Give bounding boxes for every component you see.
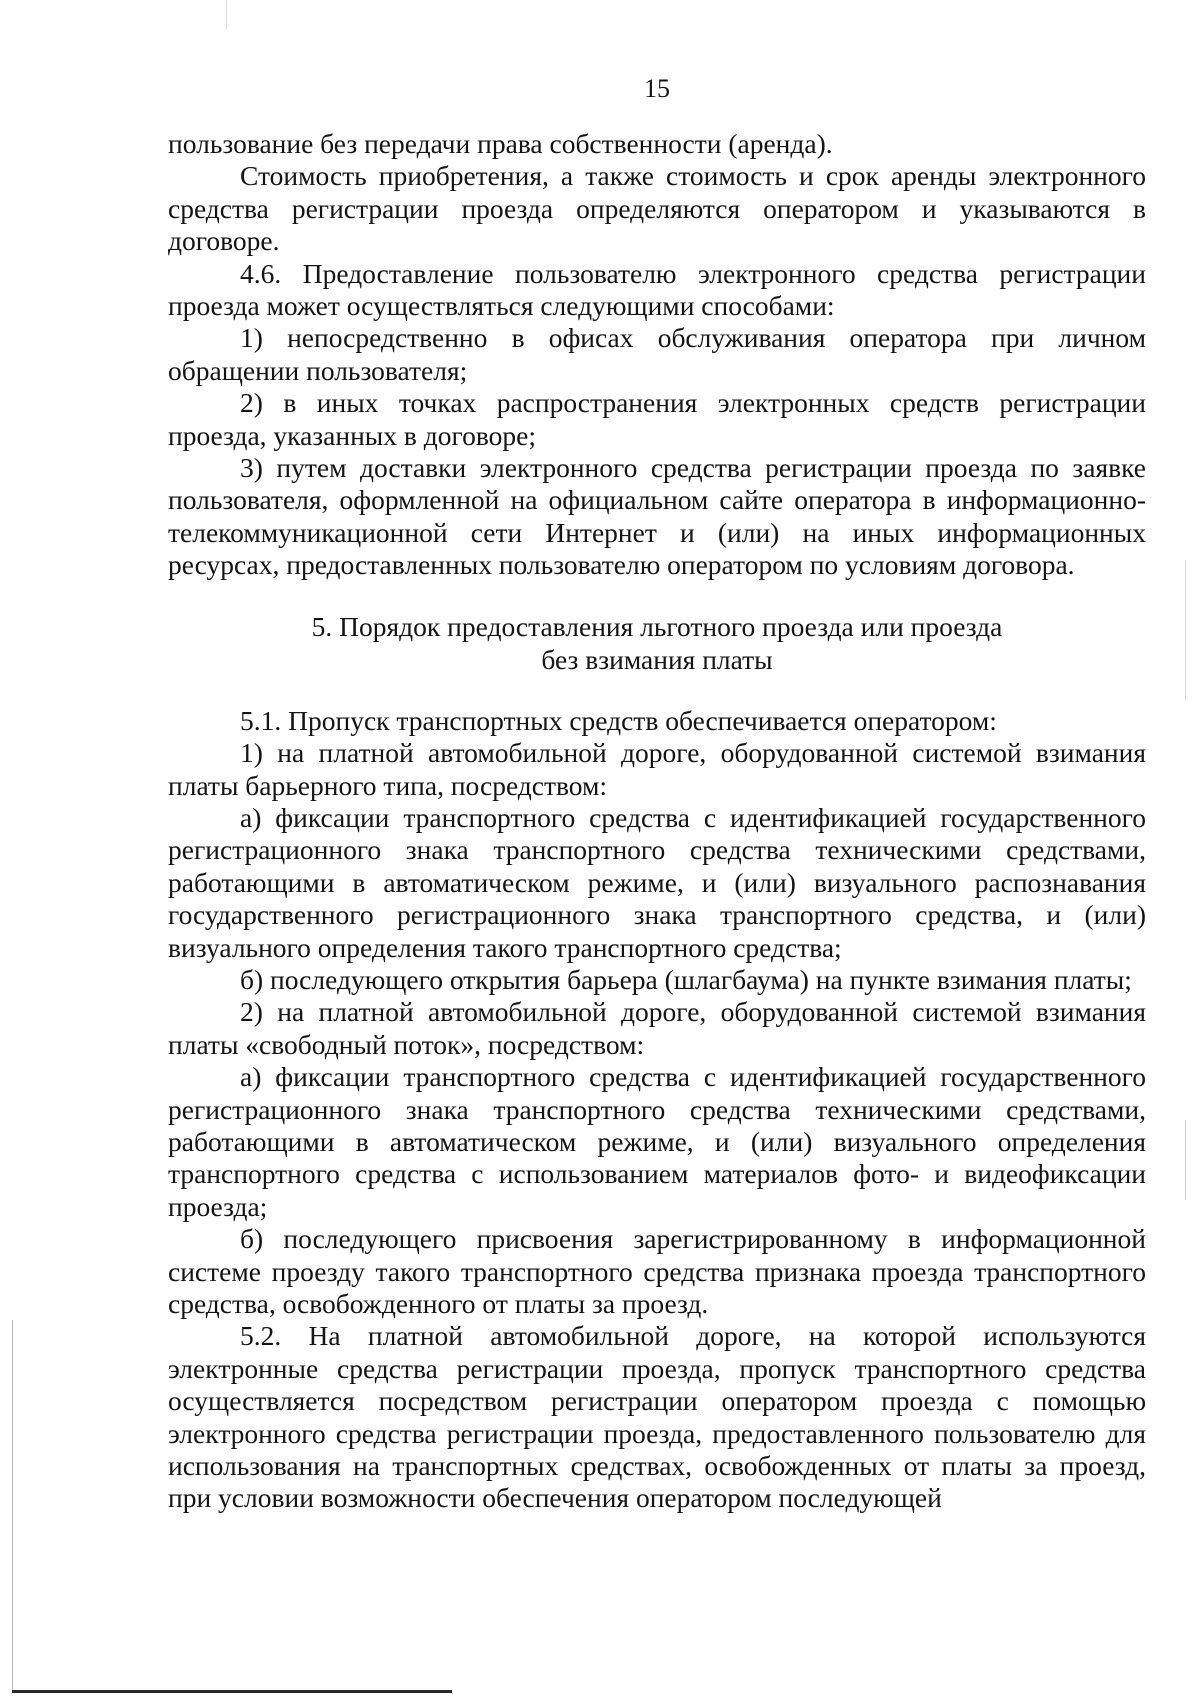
paragraph: 5.2. На платной автомобильной дороге, на которой используются электронные средства регистрации проезда, пропуск транспортного средства осуществляется посредством регистрации оператором проезда с помощью электронного средства регистрации проезда, предоставленного пользователю для использования на транспортных средствах, освобожденных от платы за проезд, при условии возможности обеспечения оператором последующей (168, 1320, 1146, 1514)
paragraph: 2) в иных точках распространения электронных средств регистрации проезда, указанных в договоре; (168, 387, 1146, 451)
section-heading-line-1: 5. Порядок предоставления льготного проезда или проезда (311, 610, 1003, 642)
scan-edge-right (1185, 560, 1186, 700)
section-heading (168, 610, 1146, 676)
document-body (168, 128, 1146, 1515)
scan-edge-left (12, 1320, 13, 1690)
paragraphs-after-heading (168, 705, 1146, 1515)
paragraph: б) последующего открытия барьера (шлагбаума) на пункте взимания платы; (240, 963, 1132, 995)
page-number: 15 (644, 74, 670, 103)
scan-edge-right-lower (1185, 1120, 1186, 1200)
paragraph: 1) на платной автомобильной дороге, оборудованной системой взимания платы барьерного типа, посредством: (168, 737, 1146, 801)
paragraph: Стоимость приобретения, а также стоимость и срок аренды электронного средства регистрации проезда определяются оператором и указываются в договоре. (168, 160, 1146, 257)
paragraph: 5.1. Пропуск транспортных средств обеспечивается оператором: (240, 704, 997, 736)
paragraphs-before-heading (168, 128, 1146, 582)
paragraph: пользование без передачи права собственности (аренда). (168, 128, 833, 159)
paragraph: 2) на платной автомобильной дороге, оборудованной системой взимания платы «свободный поток», посредством: (168, 996, 1146, 1060)
paragraph: б) последующего присвоения зарегистрированному в информационной системе проезду такого транспортного средства признака проезда транспортного средства, освобожденного от платы за проезд. (168, 1223, 1146, 1319)
paragraph: 3) путем доставки электронного средства регистрации проезда по заявке пользователя, оформленной на официальном сайте оператора в информационно-телекоммуникационной сети Интернет и (или) на иных информационных ресурсах, предоставленных пользователю оператором по условиям договора. (168, 452, 1146, 581)
scan-edge-top (226, 0, 227, 30)
scan-edge-bottom (12, 1690, 452, 1693)
paragraph: 4.6. Предоставление пользователю электронного средства регистрации проезда может осуществляться следующими способами: (168, 257, 1146, 322)
paragraph: а) фиксации транспортного средства с идентификацией государственного регистрационного знака транспортного средства техническими средствами, работающими в автоматическом режиме, и (или) визуального определения транспортного средства с использованием материалов фото- и видеофиксации проезда; (168, 1061, 1146, 1222)
paragraph: 1) непосредственно в офисах обслуживания оператора при личном обращении пользователя; (168, 322, 1146, 386)
section-heading-line-2: без взимания платы (541, 643, 773, 675)
paragraph: а) фиксации транспортного средства с идентификацией государственного регистрационного знака транспортного средства техническими средствами, работающими в автоматическом режиме, и (или) визуального распознавания государственного регистрационного знака транспортного средства, и (или) визуального определения такого транспортного средства; (168, 801, 1146, 963)
